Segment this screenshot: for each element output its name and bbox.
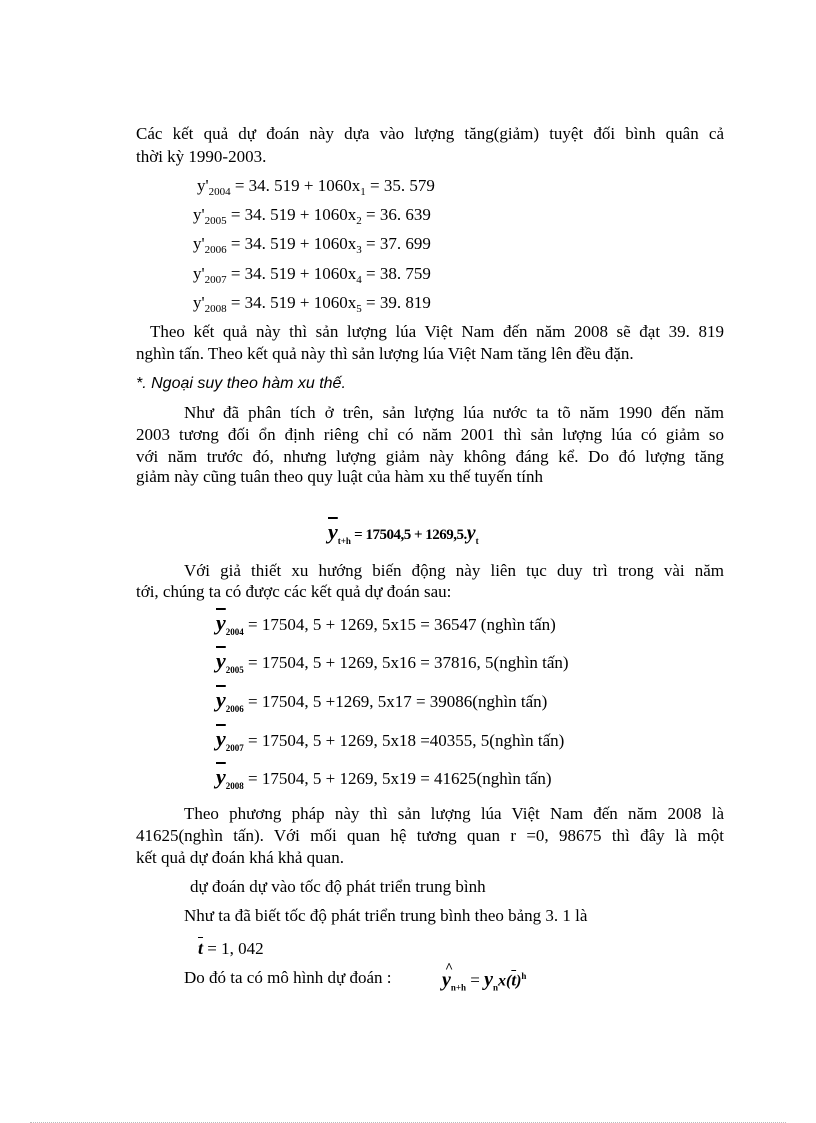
para-3-line-2: 2003 tương đối ổn định riêng chỉ có năm 2001 thì sản lượng lúa có giảm so [136, 425, 724, 444]
para-5-line-1: Theo phương pháp này thì sản lượng lúa Việt Nam đến năm 2008 là [184, 804, 724, 823]
trend-forecast-2004: $\overline{y}_{2004} = 17504$, 5 + 1269, 5x15 = 36547 (nghìn tấn) [216, 610, 556, 637]
para-4-line-1: Với giả thiết xu hướng biến động này liên tục duy trì trong vài năm [184, 561, 724, 580]
para-1-line-1: Các kết quả dự đoán này dựa vào lượng tăng(giảm) tuyệt đối bình quân cả [136, 124, 724, 143]
para-4-line-2: tới, chúng ta có được các kết quả dự đoán sau: [136, 582, 452, 601]
growth-rate-equation: $\overline{t} = 1$, 042 [198, 938, 264, 958]
forecast-eq-2006: $y'_{2006} = 34$. $519 + 1060x_3 = 37$. 699 [193, 234, 431, 256]
section-heading-growth: dự đoán dự vào tốc độ phát triển trung bình [190, 877, 486, 896]
para-2-line-1: Theo kết quả này thì sản lượng lúa Việt Nam đến năm 2008 sẽ đạt 39. 819 [150, 322, 724, 341]
para-3-line-3: với năm trước đó, nhưng lượng giảm này không đáng kể. Do đó lượng tăng [136, 447, 724, 466]
forecast-eq-2004: $y'_{2004} = 34$. $519 + 1060x_1 = 35$. 579 [197, 176, 435, 198]
trend-forecast-2006: $\overline{y}_{2006} = 17504$, 5 +1269, 5x17 = 39086(nghìn tấn) [216, 687, 548, 714]
para-6: Như ta đã biết tốc độ phát triển trung bình theo bảng 3. 1 là [184, 906, 588, 925]
trend-forecast-2008: $\overline{y}_{2008} = 17504$, 5 + 1269, 5x19 = 41625(nghìn tấn) [216, 764, 552, 791]
trend-forecast-2007: $\overline{y}_{2007} = 17504$, 5 + 1269, 5x18 =40355, 5(nghìn tấn) [216, 726, 565, 753]
para-2-line-2: nghìn tấn. Theo kết quả này thì sản lượng lúa Việt Nam tăng lên đều đặn. [136, 344, 634, 363]
para-3-line-1: Như đã phân tích ở trên, sản lượng lúa nước ta tõ năm 1990 đến năm [184, 403, 724, 422]
forecast-eq-2008: $y'_{2008} = 34$. $519 + 1060x_5 = 39$. 819 [193, 293, 431, 315]
trend-forecast-2005: $\overline{y}_{2005} = 17504$, 5 + 1269, 5x16 = 37816, 5(nghìn tấn) [216, 648, 569, 675]
para-1-line-2: thời kỳ 1990-2003. [136, 147, 267, 166]
model-label: Do đó ta có mô hình dự đoán : [184, 968, 392, 987]
para-5-line-2: 41625(nghìn tấn). Với mối quan hệ tương quan r =0, 98675 thì đây là một [136, 826, 724, 845]
forecast-eq-2007: $y'_{2007} = 34$. $519 + 1060x_4 = 38$. 759 [193, 264, 431, 286]
para-3-line-4: giảm này cũng tuân theo quy luật của hàm xu thế tuyến tính [136, 467, 543, 486]
trend-equation: $\overline{y}_{t+h} = 17504,5 + 1269,5.y_t$ [328, 519, 479, 546]
prediction-model-equation: ^ $y_{n+h} = y_nx(\overline{t})^h$ [442, 966, 526, 998]
section-heading-trend: *. Ngoại suy theo hàm xu thế. [136, 375, 346, 392]
para-5-line-3: kết quả dự đoán khá khả quan. [136, 848, 344, 867]
forecast-eq-2005: $y'_{2005} = 34$. $519 + 1060x_2 = 36$. 639 [193, 205, 431, 227]
